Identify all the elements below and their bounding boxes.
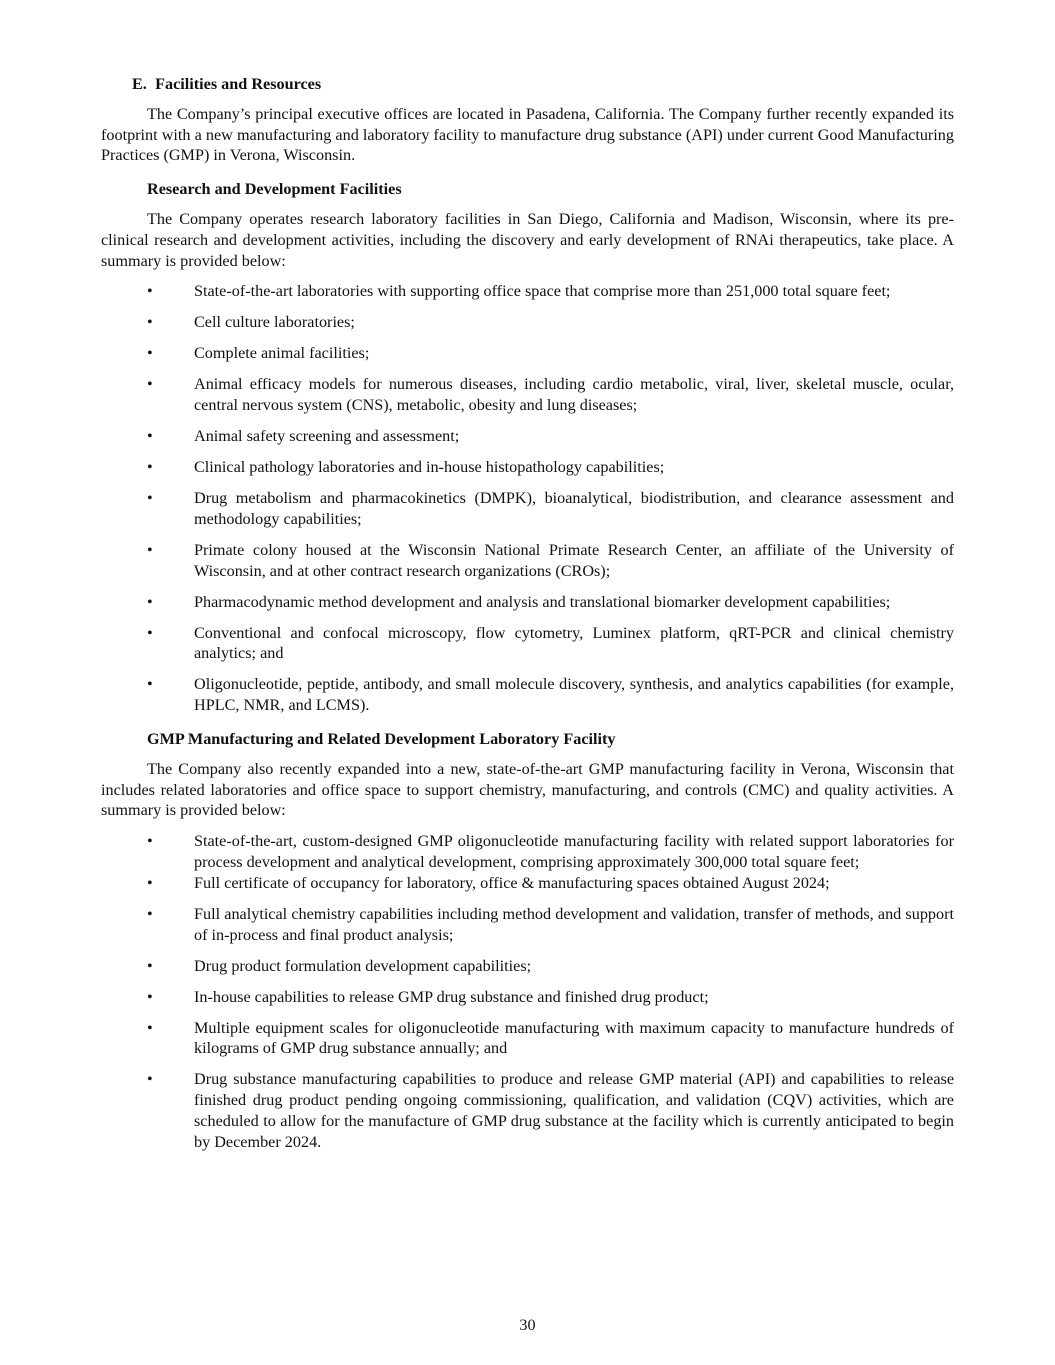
bullet-icon: •: [147, 873, 153, 892]
list-item: [101, 488, 954, 530]
section-letter: E.: [132, 75, 147, 93]
list-item: [101, 281, 954, 302]
list-item-text: Cell culture laboratories;: [194, 313, 355, 332]
list-item: [101, 540, 954, 582]
list-item-text: State-of-the-art, custom-designed GMP oligonucleotide manufacturing facility with related support laboratories for process development and analytical development, comprising approximately 300,000 total square feet;: [194, 832, 954, 871]
intro-paragraph: The Company’s principal executive offices are located in Pasadena, California. The Company further recently expanded its footprint with a new manufacturing and laboratory facility to manufacture drug substance (API) under current Good Manufacturing Practices (GMP) in Verona, Wisconsin.: [101, 104, 954, 165]
list-item-text: Drug metabolism and pharmacokinetics (DMPK), bioanalytical, biodistribution, and clearance assessment and methodology capabilities;: [194, 489, 954, 528]
rd-bullet-list: [101, 281, 954, 716]
bullet-icon: •: [147, 458, 153, 477]
gmp-bullet-list: [101, 831, 954, 1152]
list-item: [101, 343, 954, 364]
bullet-icon: •: [147, 540, 153, 559]
list-item: [101, 623, 954, 665]
list-item-text: Clinical pathology laboratories and in-house histopathology capabilities;: [194, 458, 665, 477]
bullet-icon: •: [147, 987, 153, 1006]
list-item: [101, 956, 954, 977]
list-item: [101, 1018, 954, 1060]
section-heading: [132, 74, 954, 95]
rd-intro-paragraph: The Company operates research laboratory facilities in San Diego, California and Madison, Wisconsin, where its pre-clinical research and development activities, including the discovery and early development of RNAi therapeutics, take place. A summary is provided below:: [101, 209, 954, 270]
list-item-text: In-house capabilities to release GMP drug substance and finished drug product;: [194, 987, 709, 1006]
bullet-icon: •: [147, 675, 153, 694]
list-item: [101, 592, 954, 613]
gmp-intro-paragraph: The Company also recently expanded into a new, state-of-the-art GMP manufacturing facility in Verona, Wisconsin that includes related laboratories and office space to support chemistry, manufacturing, and controls (CMC) and quality activities. A summary is provided below:: [101, 759, 954, 820]
list-item: [101, 987, 954, 1008]
bullet-icon: •: [147, 489, 153, 508]
page-number: 30: [519, 1316, 536, 1334]
list-item: [101, 831, 954, 873]
bullet-icon: •: [147, 623, 153, 642]
list-item: [101, 457, 954, 478]
bullet-icon: •: [147, 904, 153, 923]
bullet-icon: •: [147, 313, 153, 332]
list-item-text: Oligonucleotide, peptide, antibody, and small molecule discovery, synthesis, and analytics capabilities (for example, HPLC, NMR, and LCMS).: [194, 675, 954, 715]
list-item: [101, 312, 954, 333]
list-item: [101, 873, 954, 894]
rd-heading: Research and Development Facilities: [147, 180, 402, 199]
list-item-text: State-of-the-art laboratories with supporting office space that comprise more than 251,000 total square feet;: [194, 282, 891, 301]
gmp-heading: GMP Manufacturing and Related Development Laboratory Facility: [147, 730, 616, 748]
list-item-text: Drug substance manufacturing capabilities to produce and release GMP material (API) and capabilities to release finished drug product pending ongoing commissioning, qualification, and validation (CQV) activities, which are scheduled to allow for the manufacture of GMP drug substance at the facility which is currently anticipated to begin by December 2024.: [194, 1070, 954, 1151]
list-item-text: Animal efficacy models for numerous diseases, including cardio metabolic, viral, liver, skeletal muscle, ocular, central nervous system (CNS), metabolic, obesity and lung diseases;: [194, 375, 954, 415]
bullet-icon: •: [147, 282, 153, 301]
section-title: Facilities and Resources: [155, 75, 322, 93]
document-page: [101, 74, 954, 1163]
list-item: [101, 426, 954, 447]
list-item-text: Pharmacodynamic method development and analysis and translational biomarker development capabilities;: [194, 592, 891, 611]
list-item-text: Full certificate of occupancy for laboratory, office & manufacturing spaces obtained August 2024;: [194, 873, 830, 892]
bullet-icon: •: [147, 375, 153, 394]
list-item: [101, 1069, 954, 1152]
list-item-text: Conventional and confocal microscopy, flow cytometry, Luminex platform, qRT-PCR and clinical chemistry analytics; and: [194, 623, 954, 663]
list-item-text: Primate colony housed at the Wisconsin National Primate Research Center, an affiliate of the University of Wisconsin, and at other contract research organizations (CROs);: [194, 540, 954, 580]
bullet-icon: •: [147, 344, 153, 363]
bullet-icon: •: [147, 592, 153, 611]
list-item-text: Complete animal facilities;: [194, 344, 370, 363]
bullet-icon: •: [147, 1018, 153, 1037]
bullet-icon: •: [147, 427, 153, 446]
list-item-text: Multiple equipment scales for oligonucleotide manufacturing with maximum capacity to manufacture hundreds of kilograms of GMP drug substance annually; and: [194, 1018, 954, 1058]
bullet-icon: •: [147, 832, 153, 851]
list-item: [101, 374, 954, 416]
list-item-text: Drug product formulation development capabilities;: [194, 956, 532, 975]
bullet-icon: •: [147, 956, 153, 975]
bullet-icon: •: [147, 1070, 153, 1089]
list-item-text: Animal safety screening and assessment;: [194, 427, 460, 446]
list-item: [101, 904, 954, 946]
list-item-text: Full analytical chemistry capabilities including method development and validation, transfer of methods, and support of in-process and final product analysis;: [194, 904, 954, 944]
list-item: [101, 674, 954, 716]
